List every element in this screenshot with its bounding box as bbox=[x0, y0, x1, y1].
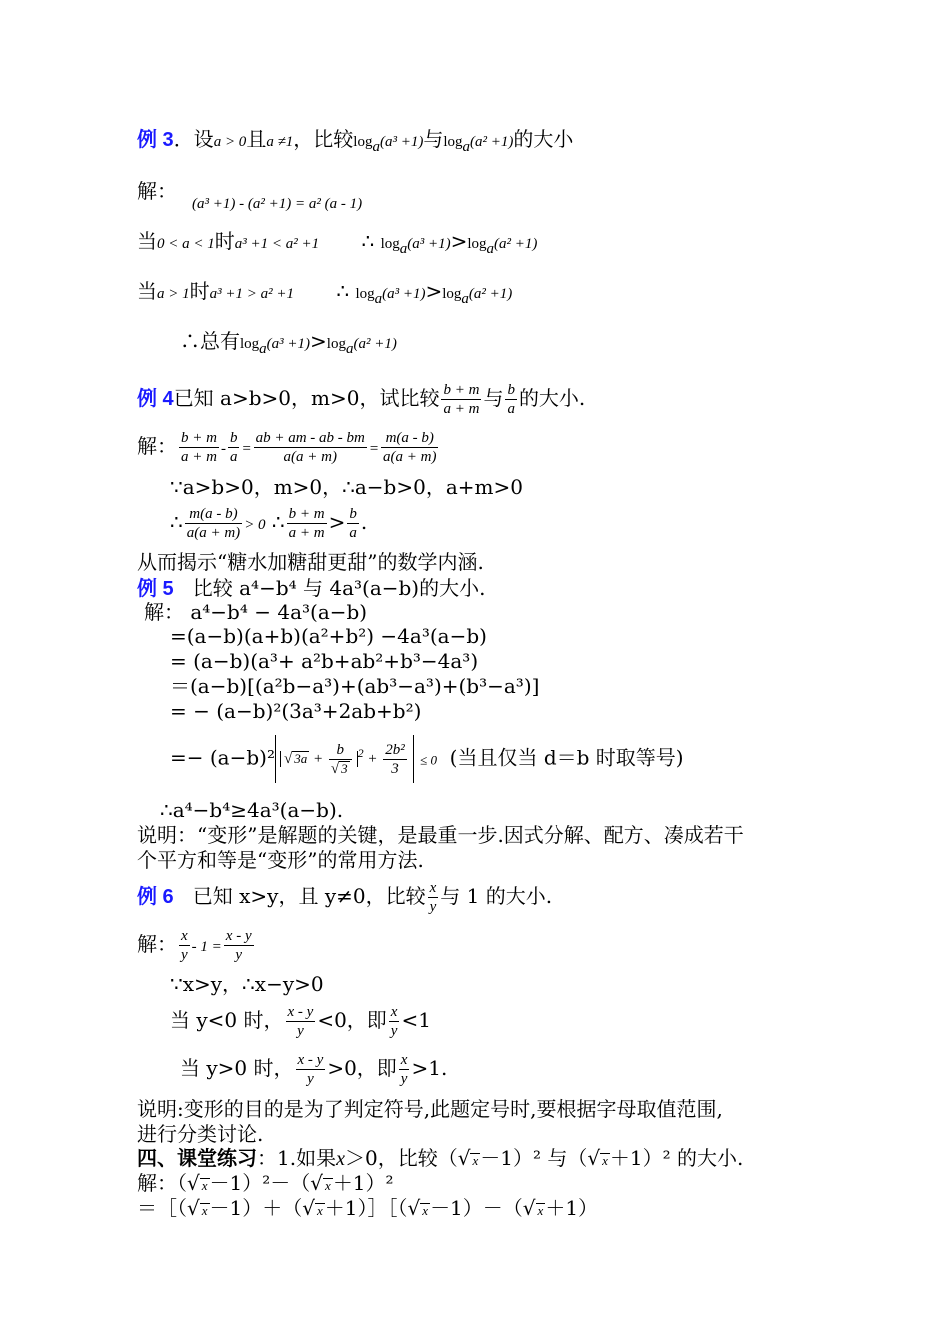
step-line: = − (a−b)²(3a³+2ab+b²) bbox=[170, 699, 422, 723]
example-label: 例 3 bbox=[137, 129, 174, 151]
solution-line: 解： bbox=[137, 179, 177, 203]
therefore-line: ∴ $\frac{m(a - b)}{a(a + m)}$ > 0 ∴ $\frac{b + m}{a + m}$ > $\frac{b}{a}$ . bbox=[170, 506, 368, 541]
fraction: $\frac{b}{a}$ bbox=[507, 382, 515, 417]
solution-line: 解： $\frac{x}{y}$ - 1 = $\frac{x - y}{y}$ bbox=[137, 928, 252, 963]
case-1-line: 当0 < a < 1时a³ +1 < a² +1 ∴ $\log_a(a^3 +1)>\log_a(a^2 +1)$ bbox=[137, 229, 538, 257]
example-6-heading: 例 6 已知 x>y，且 y≠0，比较 $\frac{x}{y}$ 与 1 的大小. bbox=[137, 880, 553, 915]
case-1-line: 当 y<0 时， $\frac{x - y}{y}$ <0，即 $\frac{x}{y}$ <1 bbox=[170, 1004, 431, 1039]
case-2-line: 当a > 1时a³ +1 > a² +1 ∴ $\log_a(a^3 +1)>\log_a(a^2 +1)$ bbox=[137, 279, 513, 307]
moral-line: 从而揭示“糖水加糖甜更甜”的数学内涵. bbox=[137, 550, 484, 574]
note-line: 说明:变形的目的是为了判定符号,此题定号时,要根据字母取值范围, bbox=[137, 1097, 723, 1121]
practice-heading: 四、课堂练习：1.如果x＞0，比较（√ x －1）² 与（√ x ＋1）² 的大小. bbox=[137, 1146, 744, 1170]
step-line: ＝(a−b)[(a²b−a³)+(ab³−a³)+(b³−a³)] bbox=[170, 674, 540, 698]
example-4-heading: 例 4已知 a>b>0，m>0，试比较 $\frac{b + m}{a + m}$ 与 $\frac{b}{a}$ 的大小. bbox=[137, 382, 586, 417]
practice-step-2: ＝［（√ x －1）＋（√ x ＋1）］［（√ x －1）－（√ x ＋1） bbox=[137, 1196, 599, 1220]
note-line: 说明：“变形”是解题的关键，是最重一步.因式分解、配方、凑成若干 bbox=[137, 823, 744, 847]
bracket-expression: √ 3a + $\frac{b}{√ 3}$ $^2$ + $\frac{\text{2b²}}{3}$ bbox=[275, 735, 414, 783]
solution-line: 解： $\frac{b + m}{a + m}$ - $\frac{b}{a}$ = $\frac{ab + am - ab - bm}{a(a + m)}$ = $\frac{m(a - b)}{a(a + m)}$ bbox=[137, 430, 437, 465]
difference-expression: (a³ +1) - (a² +1) = a² (a - 1) bbox=[192, 196, 363, 212]
note-line: 个平方和等是“变形”的常用方法. bbox=[137, 848, 424, 872]
because-line: ∵a>b>0，m>0，∴a−b>0，a+m>0 bbox=[170, 475, 523, 499]
step-line: = (a−b)(a³+ a²b+ab²+b³−4a³) bbox=[170, 649, 479, 673]
practice-step-1: 解：（√ x －1）²－（√ x ＋1）² bbox=[137, 1171, 394, 1195]
fraction: $\frac{b + m}{a + m}$ bbox=[443, 382, 480, 417]
example-5-heading: 例 5 比较 a⁴−b⁴ 与 4a³(a−b)的大小. bbox=[137, 576, 486, 600]
note-line: 进行分类讨论. bbox=[137, 1122, 264, 1146]
step-line: 解： a⁴−b⁴ − 4a³(a−b) bbox=[144, 600, 368, 624]
step-line: =(a−b)(a+b)(a²+b²) −4a³(a−b) bbox=[170, 624, 487, 648]
conclusion-line: ∴a⁴−b⁴≥4a³(a−b). bbox=[160, 798, 344, 822]
because-line: ∵x>y，∴x−y>0 bbox=[170, 972, 324, 996]
conclusion-line: ∴总有$\log_a(a^3 +1)>\log_a(a^2 +1)$ bbox=[180, 329, 397, 357]
square-sum-line: =− (a−b)² √ 3a + $\frac{b}{√ 3}$ $^2$ + $\frac{\text{2b²}}{3}$ ≤ 0 (当且仅当 d＝b 时取等号) bbox=[170, 735, 684, 783]
case-2-line: 当 y>0 时， $\frac{x - y}{y}$ >0，即 $\frac{x}{y}$ >1. bbox=[180, 1052, 448, 1087]
example-3-heading: 例 3．设a > 0且a ≠1，比较$\log_a(a^3 +1)$与$\log_a(a^2 +1)$的大小 bbox=[137, 127, 574, 155]
